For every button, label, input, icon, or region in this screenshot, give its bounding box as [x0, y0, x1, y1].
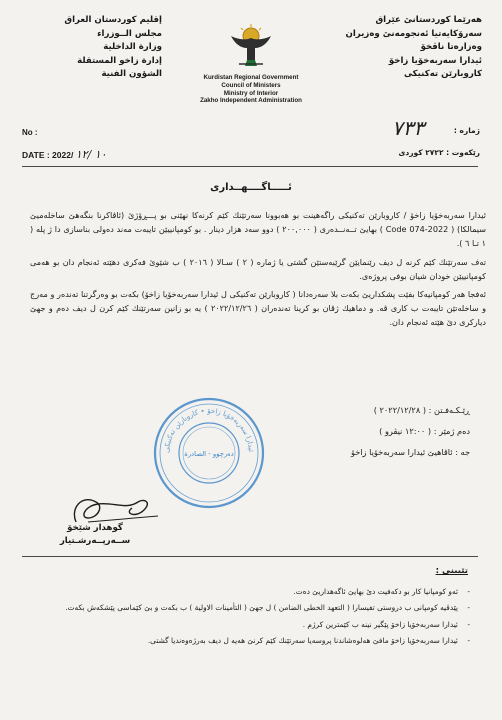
header-arabic-line: مجلس الــوزراء	[97, 28, 162, 39]
schedule-place-row	[250, 442, 470, 463]
note-item: - ئیدارا سەربەخۆیا زاخۆ مافێ هەلوەشاندنا پروسەیا سەرتێنك كێم كرنێ هەیە ل دیف بەرژەوەندیا گشتی.	[50, 633, 470, 649]
signer-role: ســەرپــەرشـتیار	[59, 536, 131, 546]
body-paragraph: ئیدارا سەربەخۆیا زاخۆ / كاروبارێن تەكنیكی راگەهینت بو هەبوونا سەرتێنك كێم كرنەكا نهێنی بو پـــڕۆژێ (ئاڤاكرنا بنگەهێ ساخلەمیێ سیمالكا) ( Code 074-2022 ) بهایێ تــەنــدەری ( ٢٠٠,٠٠٠ ) دوو سەد هزار دینار . بو كومپانییێن تایبەت مەند دەولی بناسازی دا ژ پلە ( ١ تـا ٦ ).	[30, 210, 486, 249]
header-divider	[22, 166, 478, 167]
notes-list	[50, 584, 470, 650]
date-field	[22, 148, 107, 161]
signer-block	[30, 522, 160, 548]
stamp-ring-text: ئیدارا سەربەخۆیا زاخۆ • كاروبارێن تەكنیكی	[162, 406, 255, 454]
reference-number-handwritten: ٧٣٣	[392, 116, 425, 140]
header-kurdish-line: وەزارەتا ناڤخۆ	[420, 42, 482, 53]
stamp-center-text: دەرچوو - الصادرة	[184, 450, 234, 458]
date-label: DATE : 2022/	[22, 150, 74, 160]
header-kurdish-line: سەرۆكایەتیا ئەنجومەنێ وەزیران	[345, 28, 482, 39]
header-kurdish-line: كاروبارێن تەكنیكی	[403, 69, 482, 80]
header-english-line: Kurdistan Regional Government	[203, 74, 299, 81]
header-kurdish-line: هەرێما كوردستانێ عێراق	[375, 15, 482, 25]
number-label: No :	[22, 128, 38, 137]
header-arabic-line: إقليم كوردستان العراق	[64, 15, 162, 25]
schedule-place-value: ئاڤاهیێ ئیدارا سەربەخۆیا زاخۆ	[350, 447, 453, 457]
notes-divider	[22, 556, 478, 557]
header-arabic-line: الشؤون الفنية	[101, 69, 162, 80]
header-arabic-line: وزارة الداخلية	[103, 42, 162, 53]
schedule-date-value: ( ٢٠٢٢/١٢/٢٨ )	[373, 405, 427, 415]
schedule-place-label: جه :	[455, 447, 470, 457]
krg-emblem-icon	[225, 20, 277, 72]
schedule-date-row	[250, 400, 470, 421]
schedule-info	[250, 400, 470, 463]
header-english-line: Council of Ministers	[221, 81, 281, 89]
header-arabic-line: إدارة زاخو المستقلة	[77, 55, 162, 66]
body-paragraph: ئەفجا هەر كومپانیەكا بفێت پشكداریێ بكەت بلا سەرەدانا ( كاروبارێن تەكنیكی ل ئیدارا سەربەخۆیا زاخۆ) بكەت بو وەرگرتنا تەندەر و مەرج و ساخلەتێن تایبەت ب كاری ڤە. و دماهیك ژڤان بو كرینا تەندەران ( ٢٠٢٢/١٢/٢٦ ) یە بو زانین سەرتێنك كێم كرن ل دیف دەم و جهێ دیاركری دێ هێتە ئەنجام دان.	[30, 289, 486, 328]
document-title: ئـــــاگــــهــداری	[210, 182, 292, 193]
date-handwritten: ١٠ /١٢	[75, 148, 107, 161]
signer-name: گوهدار شێخۆ	[67, 523, 123, 533]
svg-text:ئیدارا سەربەخۆیا زاخۆ • كاروبا	[163, 407, 255, 453]
header-center	[166, 20, 336, 105]
note-item: - پێدڤیە كومپانی ب دروستی تفیسارا ( التعهد الخطی الضامن ) ل جهێ ( التأمینات الاولیة ) ب بكەت و بێ كێماسی پێشكەش بكەت.	[50, 600, 470, 616]
schedule-time-value: ( ١٢:٠٠ نیڤرو )	[379, 426, 432, 436]
header-kurdish	[332, 14, 482, 82]
reference-number-label: ژمارە :	[453, 126, 480, 135]
notice-body	[30, 208, 486, 330]
reference-date-label: رێكەوت : ٢٧٢٢ كوردی	[398, 148, 480, 157]
header-english-line: Zakho Independent Administration	[200, 97, 302, 105]
schedule-time-row	[250, 421, 470, 442]
notes-title: تێبینی :	[435, 566, 468, 576]
note-item: - ئەو كومپانیا كار بو دكەفیت دێ بهایێ ئاگەهداریێ دەت.	[50, 584, 470, 600]
header-english-line: Ministry of Interior	[223, 89, 279, 97]
header-arabic	[54, 14, 162, 82]
header-kurdish-line: ئیدارا سەربەخۆیا زاخۆ	[388, 55, 482, 66]
note-item: - ئیدارا سەربەخۆیا زاخۆ پێگیر نینە ب كێمترین كرژم .	[50, 617, 470, 633]
body-paragraph: تەف سەرتێنك كێم كرنە ل دیف رێنمایێن گرێبەستێن گشتی یا ژمارە ( ٢ ) سـالا ( ٢٠١٦ ) ب شێوێ فەكری دهێتە ئەنجام دان بو هەمی كومپانییێن خودان شیان بوفی پروژەی.	[30, 256, 486, 281]
schedule-date-label: ڕێـكـەفـتن :	[428, 405, 470, 415]
schedule-time-label: دەم ژمێر :	[433, 426, 470, 436]
